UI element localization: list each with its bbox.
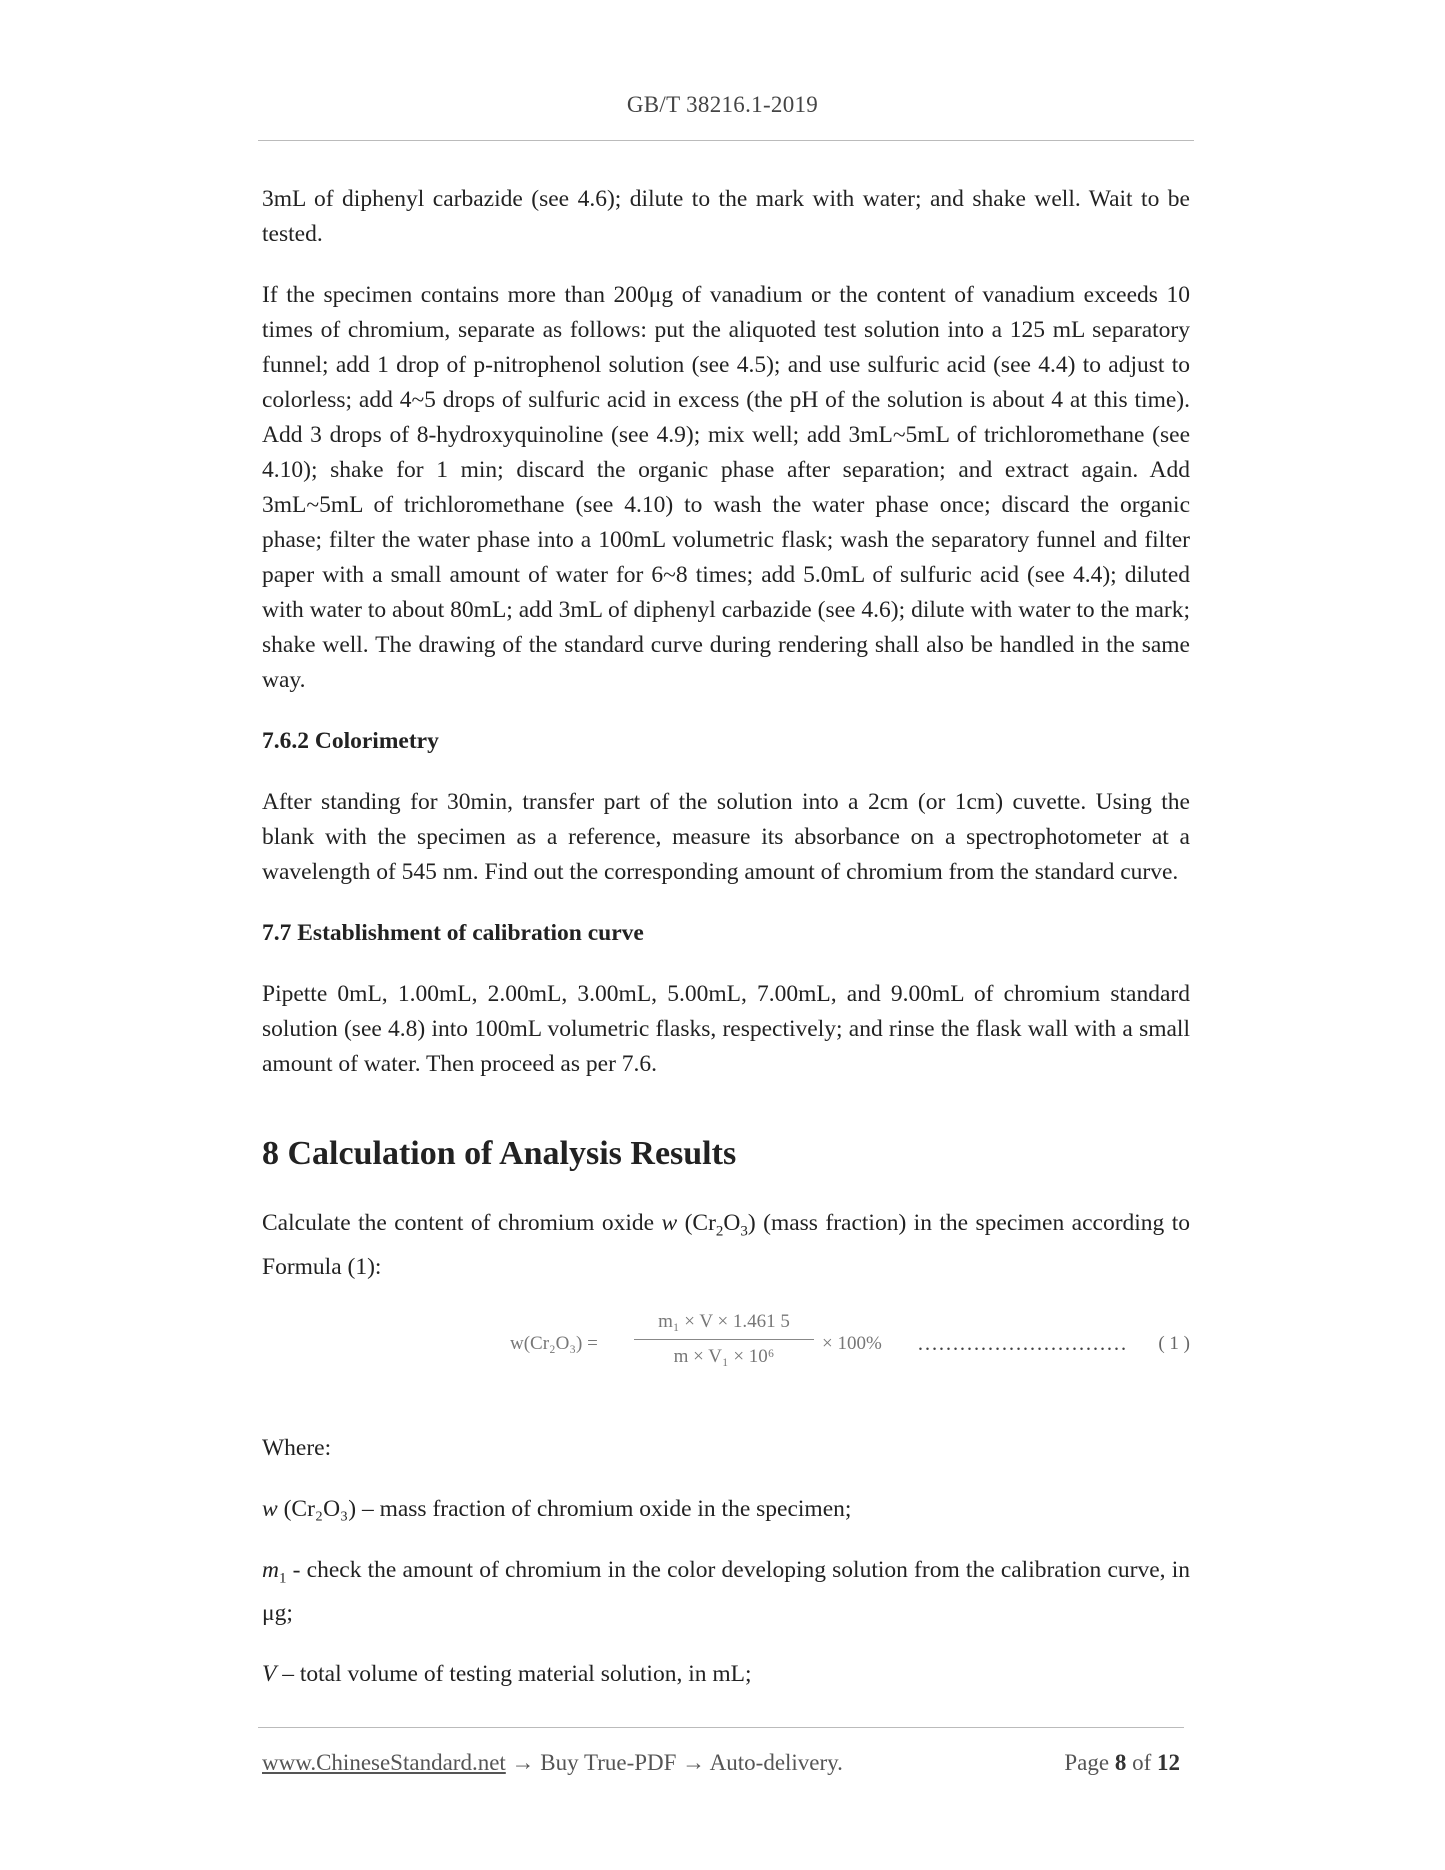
- heading-section-8: 8 Calculation of Analysis Results: [262, 1135, 737, 1172]
- website-link[interactable]: www.ChineseStandard.net: [262, 1750, 506, 1775]
- paragraph-colorimetry: After standing for 30min, transfer part of the solution into a 2cm (or 1cm) cuvette. Using the blank with the specimen as a reference, measure its absorbance on a spectrophotometer at a wavelength of 545 nm. Find out the corresponding amount of chromium from the standard curve.: [262, 789, 1190, 885]
- document-header: GB/T 38216.1-2019: [626, 92, 819, 117]
- definition-w: w (Cr₂O₃) – mass fraction of chromium oxide in the specimen;: [262, 1495, 852, 1522]
- paragraph-calibration: Pipette 0mL, 1.00mL, 2.00mL, 3.00mL, 5.00mL, 7.00mL, and 9.00mL of chromium standard solution (see 4.8) into 100mL volumetric flasks, respectively; and rinse the flask wall with a small amount of water. Then proceed as per 7.6.: [262, 981, 1190, 1077]
- formula-leader-dots: …………………………: [917, 1330, 1127, 1355]
- paragraph-vanadium-separation: If the specimen contains more than 200μg of vanadium or the content of vanadium exceeds 10 times of chromium, separate as follows: put the aliquoted test solution into a 125 mL separatory funnel; add 1 drop of p-nitrophenol solution (see 4.5); and use sulfuric acid (see 4.4) to adjust to colorless; add 4~5 drops of sulfuric acid in excess (the pH of the solution is about 4 at this time). Add 3 drops of 8-hydroxyquinoline (see 4.9); mix well; add 3mL~5mL of trichloromethane (see 4.10); shake for 1 min; discard the organic phase after separation; and extract again. Add 3mL~5mL of trichloromethane (see 4.10) to wash the water phase once; discard the organic phase; filter the water phase into a 100mL volumetric flask; wash the separatory funnel and filter paper with a small amount of water for 6~8 times; add 5.0mL of sulfuric acid (see 4.4); diluted with water to about 80mL; add 3mL of diphenyl carbazide (see 4.6); dilute with water to the mark; shake well. The drawing of the standard curve during rendering shall also be handled in the same way.: [262, 282, 1190, 693]
- formula-rhs: × 100%: [822, 1332, 882, 1354]
- definition-m1: $m_1$ - check the amount of chromium in the color developing solution from the calibration curve, in μg;: [262, 1556, 1190, 1627]
- formula-denominator: m × V₁ × 10⁶: [673, 1345, 775, 1367]
- page-body: [262, 182, 1190, 1718]
- footer-promo: → Buy True-PDF → Auto-delivery.: [505, 1750, 843, 1775]
- formula-lhs: w(Cr₂O₃) =: [510, 1332, 598, 1354]
- formula-numerator: m₁ × V × 1.461 5: [658, 1310, 790, 1332]
- header-rule: [258, 140, 1194, 141]
- definition-v: V – total volume of testing material solution, in mL;: [262, 1661, 752, 1688]
- page-footer: [262, 1750, 1180, 1776]
- where-label: Where:: [262, 1434, 332, 1461]
- formula-1: [262, 1307, 1190, 1391]
- formula-fraction: [634, 1307, 814, 1372]
- fraction-bar: [634, 1339, 814, 1340]
- formula-number: ( 1 ): [1158, 1332, 1190, 1354]
- paragraph-1: 3mL of diphenyl carbazide (see 4.6); dilute to the mark with water; and shake well. Wait to be tested.: [262, 186, 1190, 247]
- heading-7-7: 7.7 Establishment of calibration curve: [262, 920, 644, 946]
- paragraph-calculation-intro: Calculate the content of chromium oxide w $(Cr_2O_3)$ (mass fraction) in the specimen according to Formula (1):: [262, 1210, 1190, 1280]
- footer-rule: [258, 1727, 1184, 1728]
- heading-7-6-2: 7.6.2 Colorimetry: [262, 728, 439, 754]
- page-number: Page 8 of 12: [1064, 1750, 1180, 1775]
